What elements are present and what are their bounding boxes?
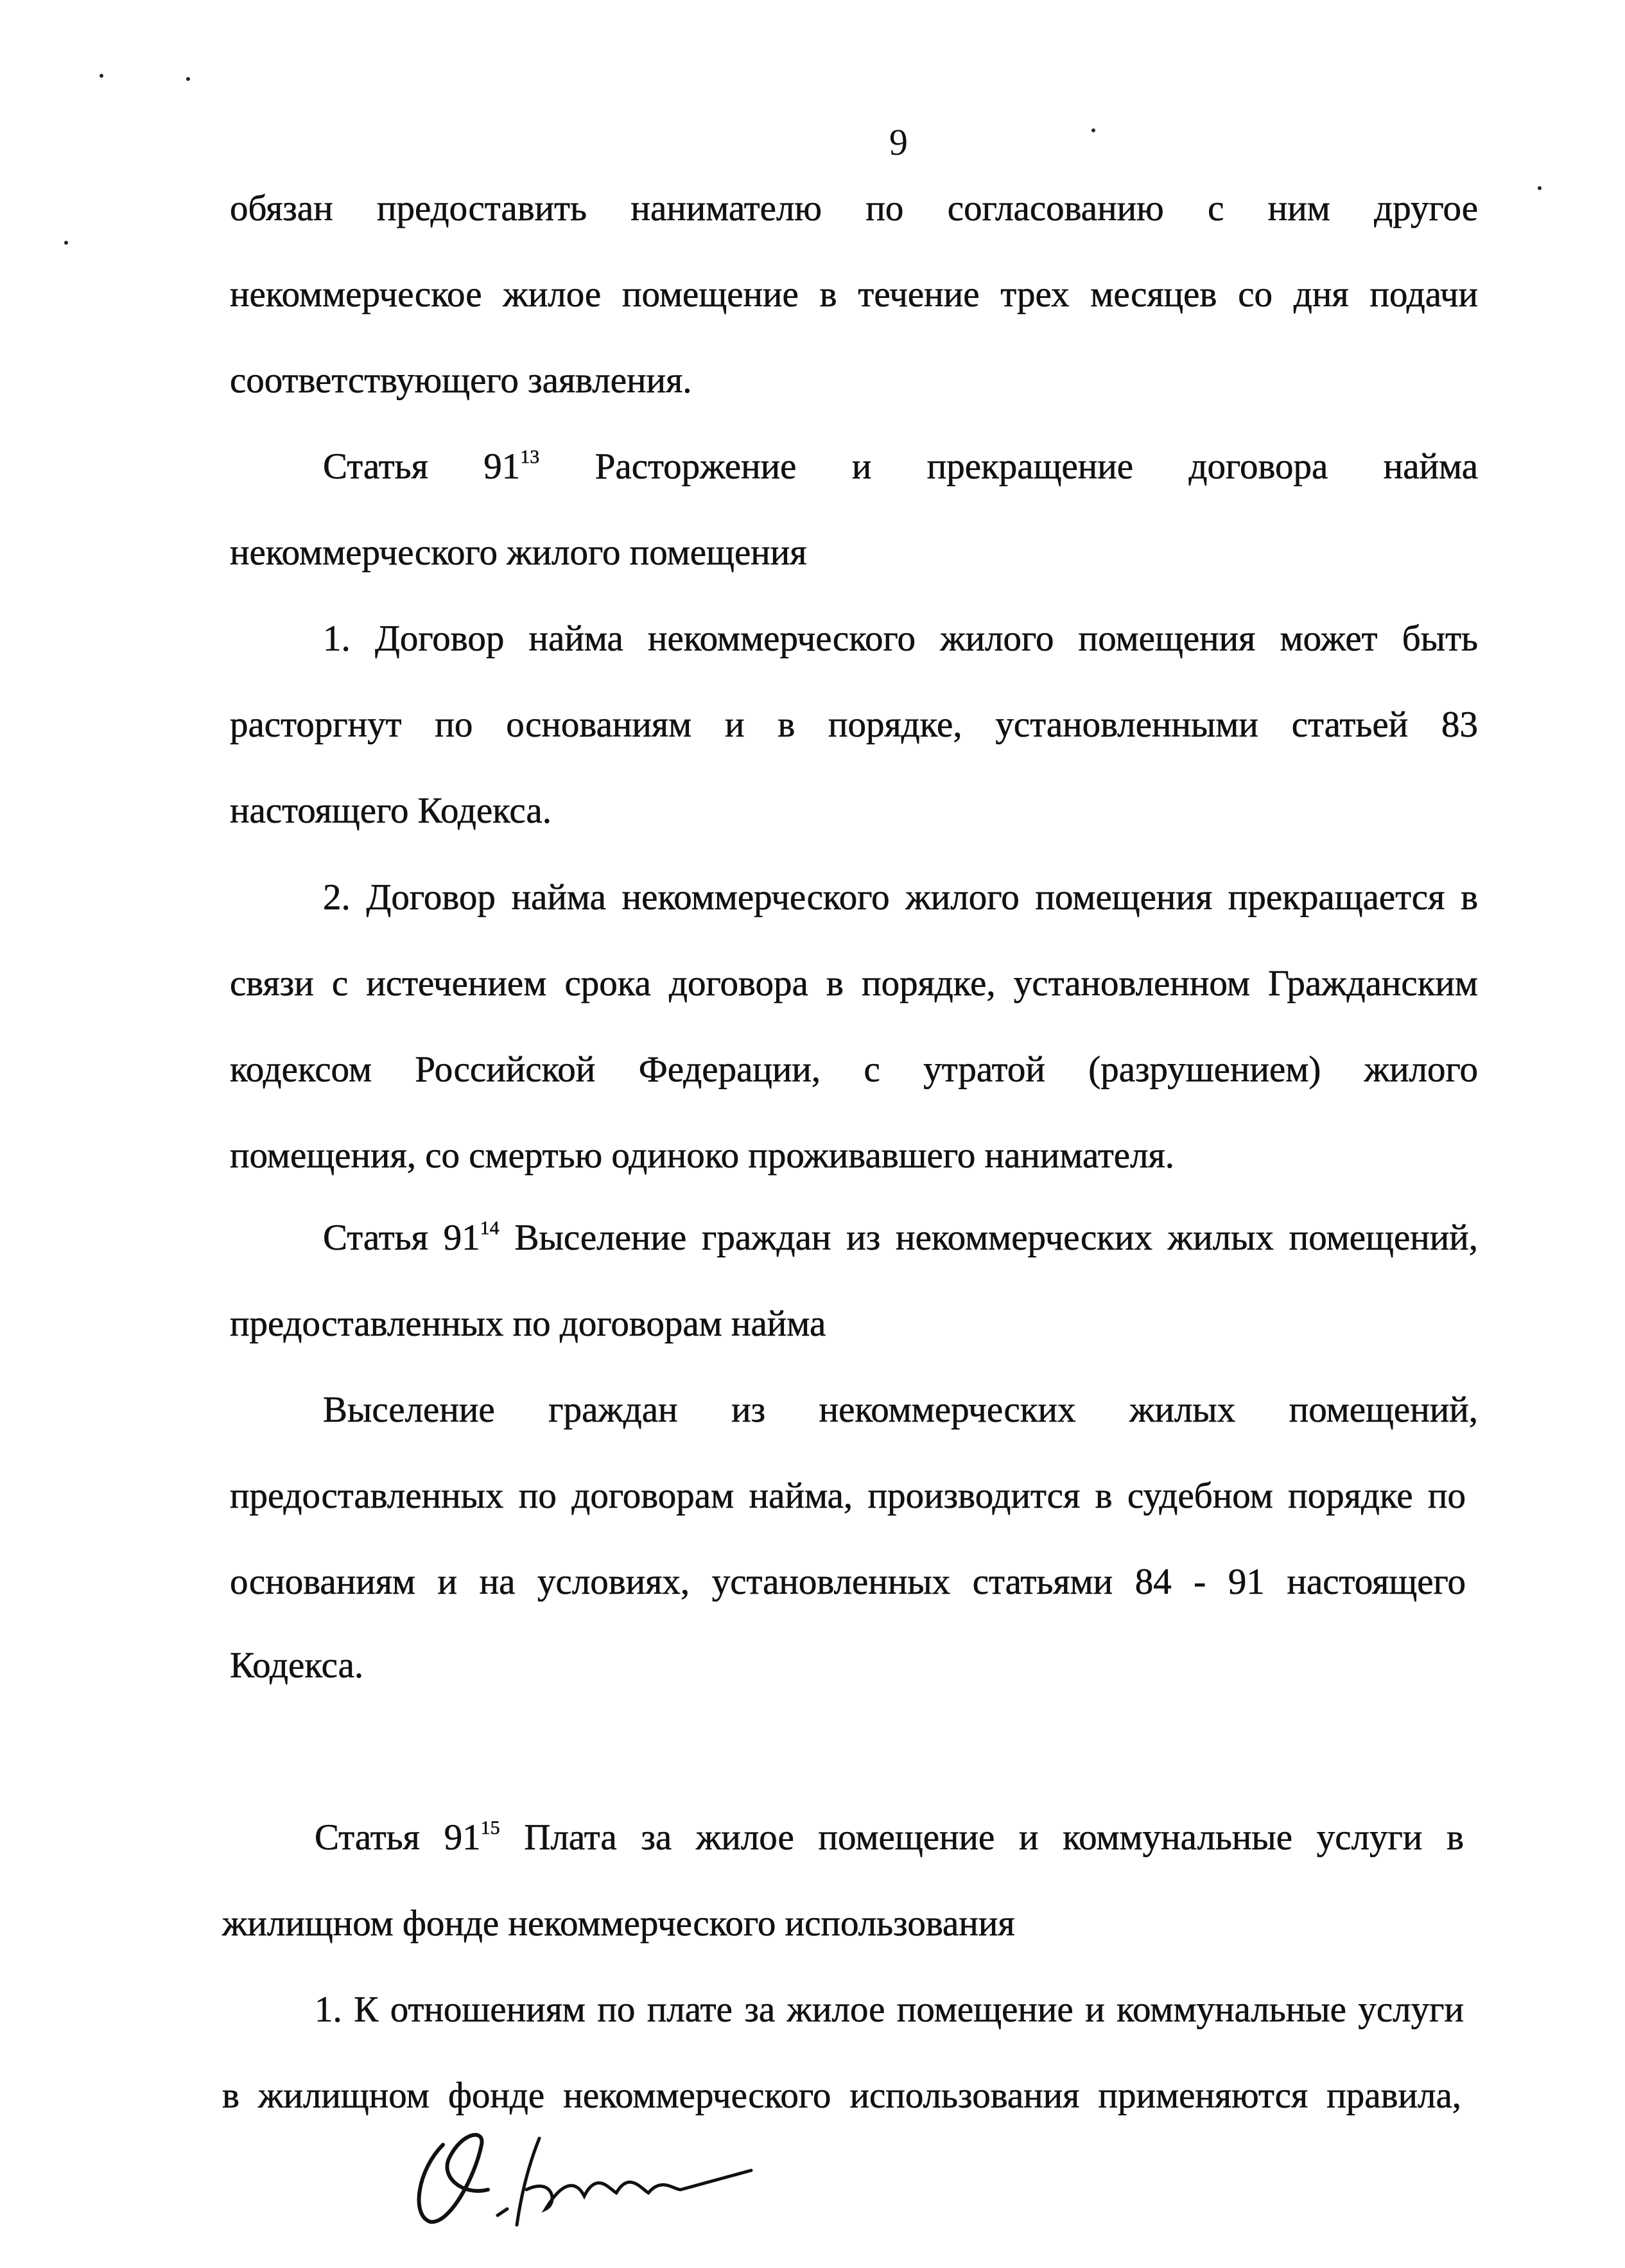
article-heading-91-14 bbox=[323, 1215, 1478, 1261]
text-line: обязан предоставить нанимателю по согласованию с ним другое bbox=[230, 188, 1478, 229]
article-word: Статья bbox=[315, 1817, 420, 1858]
text-line: Кодекса. bbox=[230, 1645, 364, 1686]
article-heading-91-13 bbox=[323, 444, 1478, 490]
page-number: 9 bbox=[889, 121, 908, 163]
text-line: кодексом Российской Федерации, с утратой (разрушением) жилого bbox=[230, 1049, 1478, 1090]
text-line: предоставленных по договорам найма, производится в судебном порядке по bbox=[230, 1476, 1466, 1516]
article-number bbox=[444, 1817, 500, 1858]
article-word: Статья bbox=[323, 1217, 428, 1258]
article-number-superscript: 14 bbox=[480, 1217, 500, 1239]
text-line: основаниям и на условиях, установленных статьями 84 - 91 настоящего bbox=[230, 1562, 1466, 1602]
text-line: 2. Договор найма некоммерческого жилого помещения прекращается в bbox=[323, 877, 1478, 918]
article-title: Плата за жилое помещение и коммунальные услуги в bbox=[524, 1817, 1464, 1858]
text-line: в жилищном фонде некоммерческого использования применяются правила, bbox=[222, 2075, 1461, 2116]
article-title: Расторжение и прекращение договора найма bbox=[595, 446, 1478, 487]
text-line: соответствующего заявления. bbox=[230, 360, 692, 401]
handwritten-signature bbox=[404, 2119, 764, 2235]
text-line: предоставленных по договорам найма bbox=[230, 1304, 826, 1344]
text-line: связи с истечением срока договора в порядке, установленном Гражданским bbox=[230, 963, 1478, 1004]
article-word: Статья bbox=[323, 446, 428, 487]
article-number-main: 91 bbox=[444, 1817, 481, 1858]
text-line: жилищном фонде некоммерческого использования bbox=[222, 1903, 1015, 1944]
text-line: 1. К отношениям по плате за жилое помещение и коммунальные услуги bbox=[315, 1989, 1464, 2030]
scan-speck bbox=[186, 77, 190, 81]
article-number bbox=[483, 446, 539, 487]
article-number-superscript: 15 bbox=[480, 1817, 500, 1838]
text-line: помещения, со смертью одиноко проживавшего нанимателя. bbox=[230, 1135, 1175, 1176]
text-line: настоящего Кодекса. bbox=[230, 790, 552, 831]
text-line: 1. Договор найма некоммерческого жилого помещения может быть bbox=[323, 618, 1478, 659]
article-number-main: 91 bbox=[483, 446, 521, 487]
article-number-superscript: 13 bbox=[520, 446, 540, 467]
scan-speck bbox=[1091, 128, 1095, 132]
text-line: Выселение граждан из некоммерческих жилых помещений, bbox=[323, 1390, 1478, 1430]
scan-speck bbox=[100, 74, 103, 78]
text-line: некоммерческого жилого помещения bbox=[230, 532, 807, 573]
text-line: некоммерческое жилое помещение в течение трех месяцев со дня подачи bbox=[230, 274, 1478, 315]
scan-speck bbox=[64, 241, 68, 245]
article-heading-91-15 bbox=[315, 1815, 1464, 1861]
text-line: расторгнут по основаниям и в порядке, установленными статьей 83 bbox=[230, 704, 1478, 745]
article-title: Выселение граждан из некоммерческих жилых помещений, bbox=[514, 1217, 1478, 1258]
article-number bbox=[444, 1217, 500, 1258]
article-number-main: 91 bbox=[443, 1217, 480, 1258]
scan-speck bbox=[1538, 186, 1542, 190]
